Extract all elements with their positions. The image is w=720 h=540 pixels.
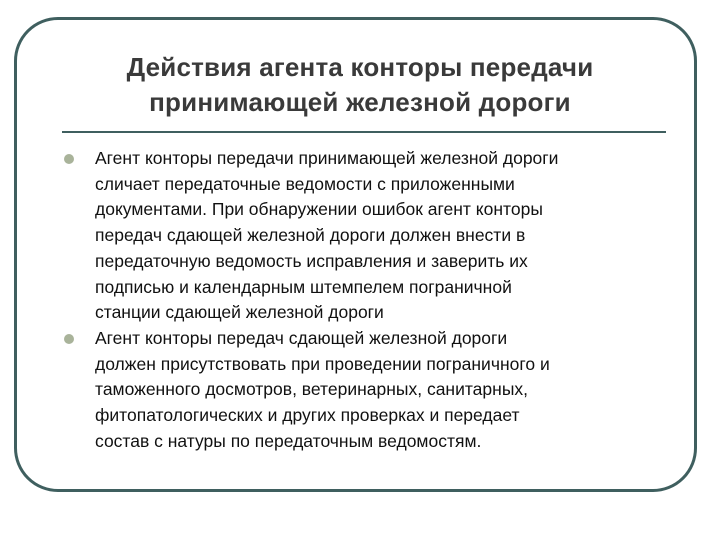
bullet-text-line: Агент конторы передачи принимающей железной дороги: [95, 148, 559, 168]
title-line: Действия агента конторы передачи: [126, 52, 594, 82]
bullet-text-line: фитопатологических и других проверках и передает: [95, 405, 520, 426]
bullet-list: [64, 146, 664, 454]
bullet-text-line: таможенного досмотров, ветеринарных, санитарных,: [95, 379, 529, 400]
title-line: принимающей железной дороги: [149, 87, 571, 117]
bullet-text-line: документами. При обнаружении ошибок агент конторы: [95, 199, 543, 220]
bullet-item: [64, 146, 664, 326]
bullet-text-line: состав с натуры по передаточным ведомостям.: [95, 430, 482, 451]
bullet-item: [64, 326, 664, 455]
slide-title: [40, 50, 680, 120]
bullet-dot-icon: [64, 334, 74, 344]
bullet-text-line: подписью и календарным штемпелем пограничной: [95, 276, 512, 297]
bullet-text-line: станции сдающей железной дороги: [95, 302, 384, 323]
bullet-text-line: должен присутствовать при проведении пограничного и: [95, 353, 550, 374]
title-divider: [62, 131, 666, 133]
bullet-dot-icon: [64, 154, 74, 164]
bullet-text-line: передаточную ведомость исправления и заверить их: [95, 250, 528, 271]
bullet-text-line: передач сдающей железной дороги должен внести в: [95, 225, 526, 246]
bullet-text-line: Агент конторы передач сдающей железной дороги: [95, 327, 508, 348]
bullet-text-line: сличает передаточные ведомости с приложенными: [95, 173, 515, 194]
